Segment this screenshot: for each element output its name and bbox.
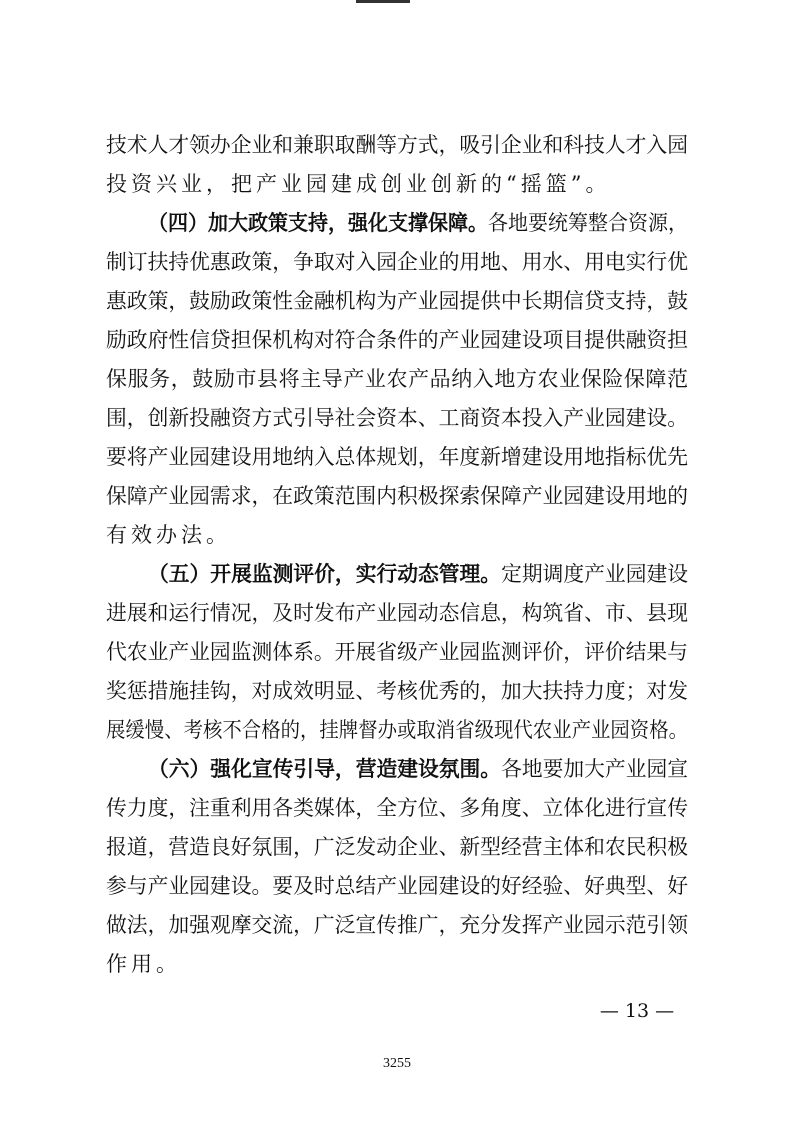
text-line — [0, 398, 794, 438]
text-line — [0, 164, 794, 204]
line-text: 报道，营造良好氛围，广泛发动企业、新型经营主体和农民积极 — [106, 835, 688, 859]
page-number: — 13 — — [599, 1000, 675, 1022]
section-5-first-line — [0, 554, 794, 594]
section-heading: （五）开展监测评价，实行动态管理。 — [148, 561, 502, 586]
text-line — [0, 905, 794, 945]
line-text: 做法，加强观摩交流，广泛宣传推广，充分发挥产业园示范引领 — [106, 913, 688, 937]
line-text: 惠政策，鼓励政策性金融机构为产业园提供中长期信贷支持，鼓 — [106, 289, 688, 313]
text-line — [0, 788, 794, 828]
line-text: 展缓慢、考核不合格的，挂牌督办或取消省级现代农业产业园资格。 — [106, 718, 688, 742]
section-4-first-line — [0, 203, 794, 243]
section-lead-text: 各地要统筹整合资源， — [488, 211, 688, 235]
line-text: 代农业产业园监测体系。开展省级产业园监测评价，评价结果与 — [106, 640, 688, 664]
line-text: 奖惩措施挂钩，对成效明显、考核优秀的，加大扶持力度；对发 — [106, 679, 688, 703]
document-number: 3255 — [383, 1056, 411, 1071]
line-text: 进展和运行情况，及时发布产业园动态信息，构筑省、市、县现 — [106, 601, 688, 625]
text-line — [0, 281, 794, 321]
line-text: 投资兴业，把产业园建成创业创新的“摇篮”。 — [106, 172, 611, 196]
section-heading: （四）加大政策支持，强化支撑保障。 — [148, 210, 488, 235]
line-text: 围，创新投融资方式引导社会资本、工商资本投入产业园建设。 — [106, 406, 688, 430]
text-line — [0, 593, 794, 633]
line-text: 技术人才领办企业和兼职取酬等方式，吸引企业和科技人才入园 — [106, 133, 688, 157]
line-text: 保障产业园需求，在政策范围内积极探索保障产业园建设用地的 — [106, 484, 688, 508]
section-6-first-line — [0, 749, 794, 789]
text-line — [0, 320, 794, 360]
line-text — [148, 554, 688, 594]
line-text: 参与产业园建设。要及时总结产业园建设的好经验、好典型、好 — [106, 874, 688, 898]
text-line — [0, 125, 794, 165]
line-text: 要将产业园建设用地纳入总体规划，年度新增建设用地指标优先 — [106, 445, 688, 469]
text-line — [0, 671, 794, 711]
text-line — [0, 827, 794, 867]
section-lead-text: 各地要加大产业园宣 — [501, 757, 688, 781]
line-text: 励政府性信贷担保机构对符合条件的产业园建设项目提供融资担 — [106, 328, 688, 352]
text-line — [0, 359, 794, 399]
text-line — [0, 437, 794, 477]
text-line — [0, 710, 794, 750]
text-line — [0, 632, 794, 672]
text-line — [0, 242, 794, 282]
text-line — [0, 944, 794, 984]
text-line — [0, 476, 794, 516]
top-edge-mark — [356, 0, 410, 3]
text-line — [0, 866, 794, 906]
section-lead-text: 定期调度产业园建设 — [501, 562, 688, 586]
line-text: 作用。 — [106, 952, 181, 976]
line-text: 有效办法。 — [106, 523, 231, 547]
line-text — [148, 749, 688, 789]
line-text — [148, 203, 688, 243]
text-line — [0, 515, 794, 555]
line-text: 传力度，注重利用各类媒体，全方位、多角度、立体化进行宣传 — [106, 796, 688, 820]
line-text: 保服务，鼓励市县将主导产业农产品纳入地方农业保险保障范 — [106, 367, 689, 391]
line-text: 制订扶持优惠政策，争取对入园企业的用地、用水、用电实行优 — [106, 250, 688, 274]
section-heading: （六）强化宣传引导，营造建设氛围。 — [148, 756, 502, 781]
